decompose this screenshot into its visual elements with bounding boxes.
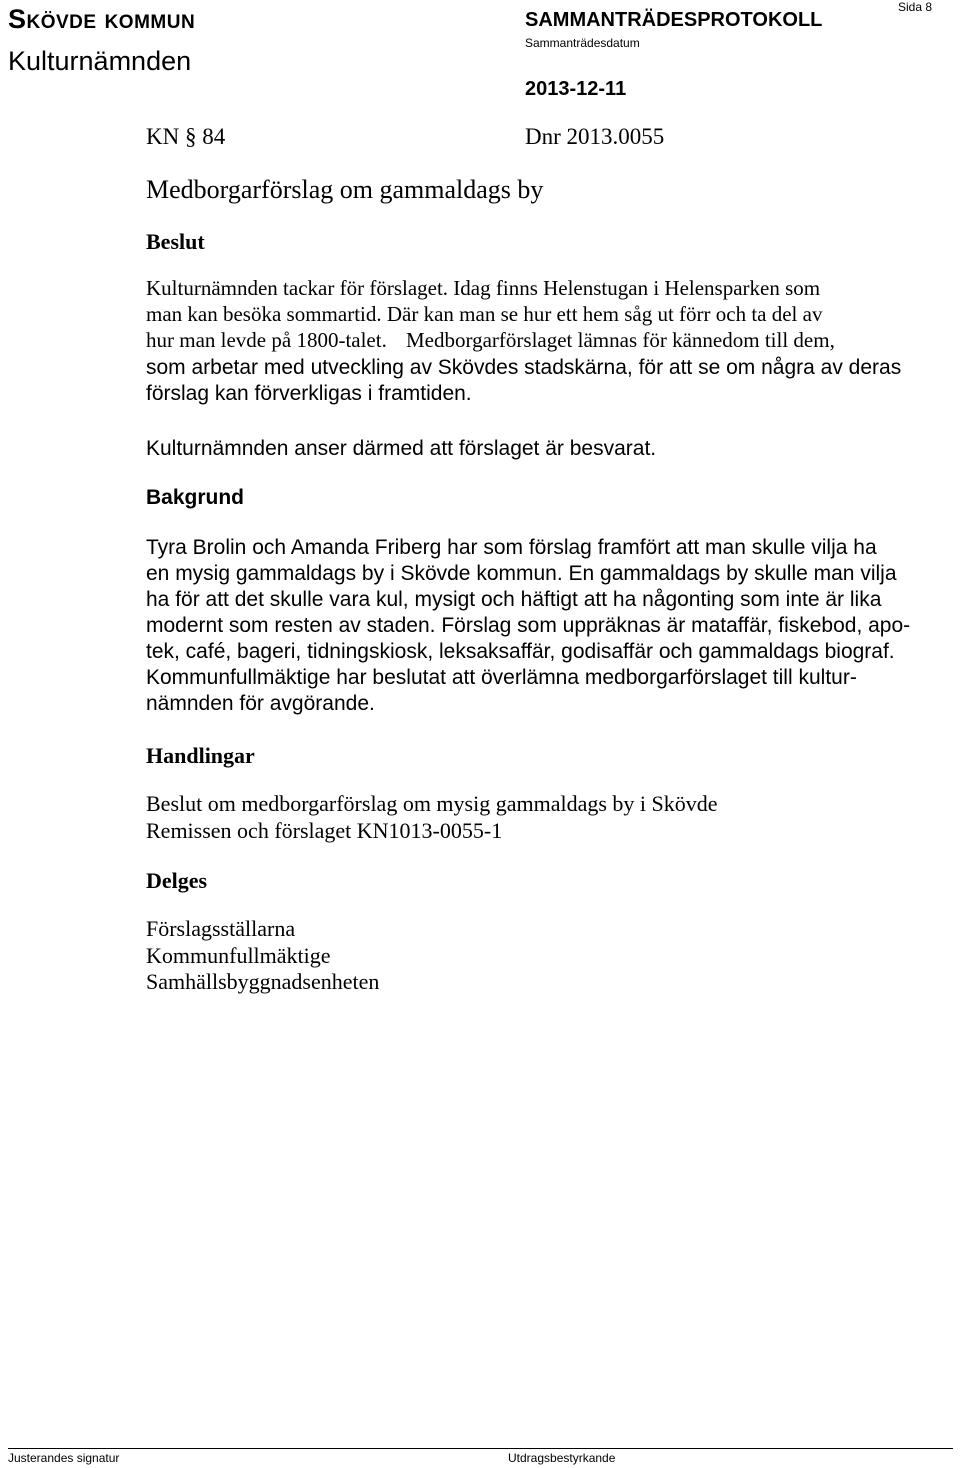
protocol-title: SAMMANTRÄDESPROTOKOLL: [525, 9, 823, 31]
decision-conclusion: Kulturnämnden anser därmed att förslaget är besvarat.: [146, 437, 657, 460]
footer-divider: [8, 1448, 953, 1449]
decision-line: som arbetar med utveckling av Skövdes stadskärna, för att se om några av deras: [146, 356, 902, 379]
distribution-item: Kommunfullmäktige: [146, 943, 331, 968]
background-line: nämnden för avgörande.: [146, 692, 375, 715]
paragraph-number: KN § 84: [146, 124, 226, 149]
committee-name: Kulturnämnden: [8, 46, 192, 76]
footer-signature-label: Justerandes signatur: [8, 1451, 120, 1465]
document-item: Remissen och förslaget KN1013-0055-1: [146, 818, 503, 843]
background-line: Kommunfullmäktige har beslutat att överlämna medborgarförslaget till kultur-: [146, 666, 857, 689]
background-line: Tyra Brolin och Amanda Friberg har som förslag framfört att man skulle vilja ha: [146, 536, 877, 559]
meeting-date-label: Sammanträdesdatum: [525, 36, 640, 50]
background-line: en mysig gammaldags by i Skövde kommun. En gammaldags by skulle man vilja: [146, 562, 897, 585]
distribution-item: Förslagsställarna: [146, 916, 296, 941]
background-heading: Bakgrund: [146, 486, 245, 509]
background-line: ha för att det skulle vara kul, mysigt och häftigt att ha någonting som inte är lika: [146, 588, 882, 611]
diary-number: Dnr 2013.0055: [525, 124, 665, 149]
document-item: Beslut om medborgarförslag om mysig gammaldags by i Skövde: [146, 791, 718, 816]
organization-name: Skövde kommun: [8, 4, 196, 34]
matter-title: Medborgarförslag om gammaldags by: [146, 175, 544, 204]
distribution-heading: Delges: [146, 868, 208, 893]
background-line: tek, café, bageri, tidningskiosk, leksaksaffär, godisaffär och gammaldags biograf.: [146, 640, 895, 663]
decision-line: Medborgarförslaget lämnas för kännedom till dem,: [406, 328, 835, 352]
page-number: Sida 8: [898, 0, 933, 14]
decision-heading: Beslut: [146, 229, 205, 254]
decision-line: förslag kan förverkligas i framtiden.: [146, 382, 472, 405]
meeting-date: 2013-12-11: [525, 78, 627, 100]
decision-line: man kan besöka sommartid. Där kan man se hur ett hem såg ut förr och ta del av: [146, 302, 823, 326]
decision-line: Kulturnämnden tackar för förslaget. Idag finns Helenstugan i Helensparken som: [146, 276, 821, 300]
decision-line: hur man levde på 1800-talet.: [146, 328, 387, 352]
background-line: modernt som resten av staden. Förslag som uppräknas är mataffär, fiskebod, apo-: [146, 614, 911, 637]
documents-heading: Handlingar: [146, 743, 255, 768]
distribution-item: Samhällsbyggnadsenheten: [146, 969, 380, 994]
footer-certification-label: Utdragsbestyrkande: [508, 1451, 616, 1465]
